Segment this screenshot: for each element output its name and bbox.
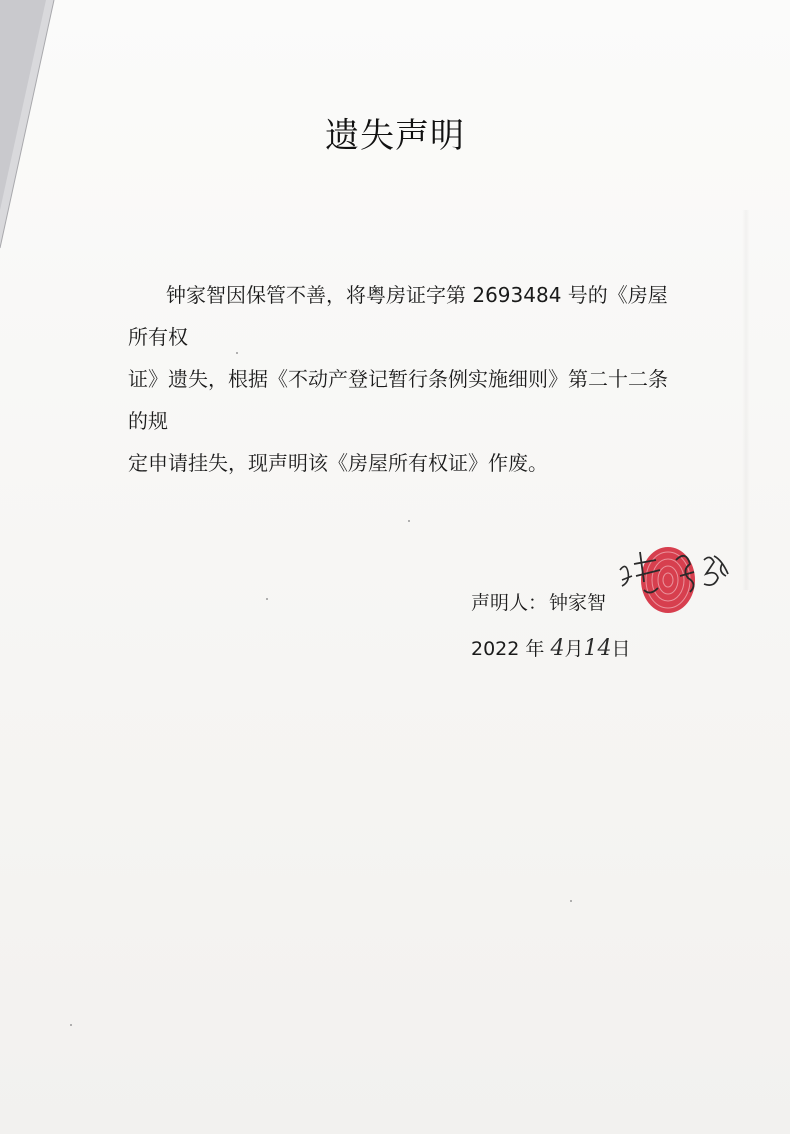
- declarant-label: 声明人：: [471, 592, 548, 614]
- scan-speck: [408, 520, 410, 522]
- paragraph-line-3: 定申请挂失，现声明该《房屋所有权证》作废。: [128, 451, 548, 475]
- declaration-paragraph: [128, 274, 676, 484]
- document-title: 遗失声明: [325, 116, 465, 156]
- date-month-handwritten: 4: [550, 636, 565, 661]
- declaration-date: [471, 634, 630, 661]
- fingerprint-seal-with-signature: [618, 530, 738, 620]
- paragraph-line-2: 证》遗失，根据《不动产登记暂行条例实施细则》第二十二条的规: [128, 367, 668, 433]
- scan-shadow: [742, 210, 750, 590]
- date-month-unit: 月: [564, 638, 584, 660]
- paragraph-line-1: 钟家智因保管不善，将粤房证字第 2693484 号的《房屋所有权: [128, 283, 668, 349]
- scan-speck: [570, 900, 572, 902]
- declarant-name: 钟家智: [549, 592, 607, 614]
- scan-speck: [70, 1024, 72, 1026]
- date-year: 2022 年: [471, 638, 545, 660]
- date-day-unit: 日: [611, 638, 631, 660]
- date-day-handwritten: 14: [583, 636, 612, 661]
- scan-speck: [266, 598, 268, 600]
- scan-speck: [236, 352, 238, 354]
- declarant-line: [471, 588, 606, 615]
